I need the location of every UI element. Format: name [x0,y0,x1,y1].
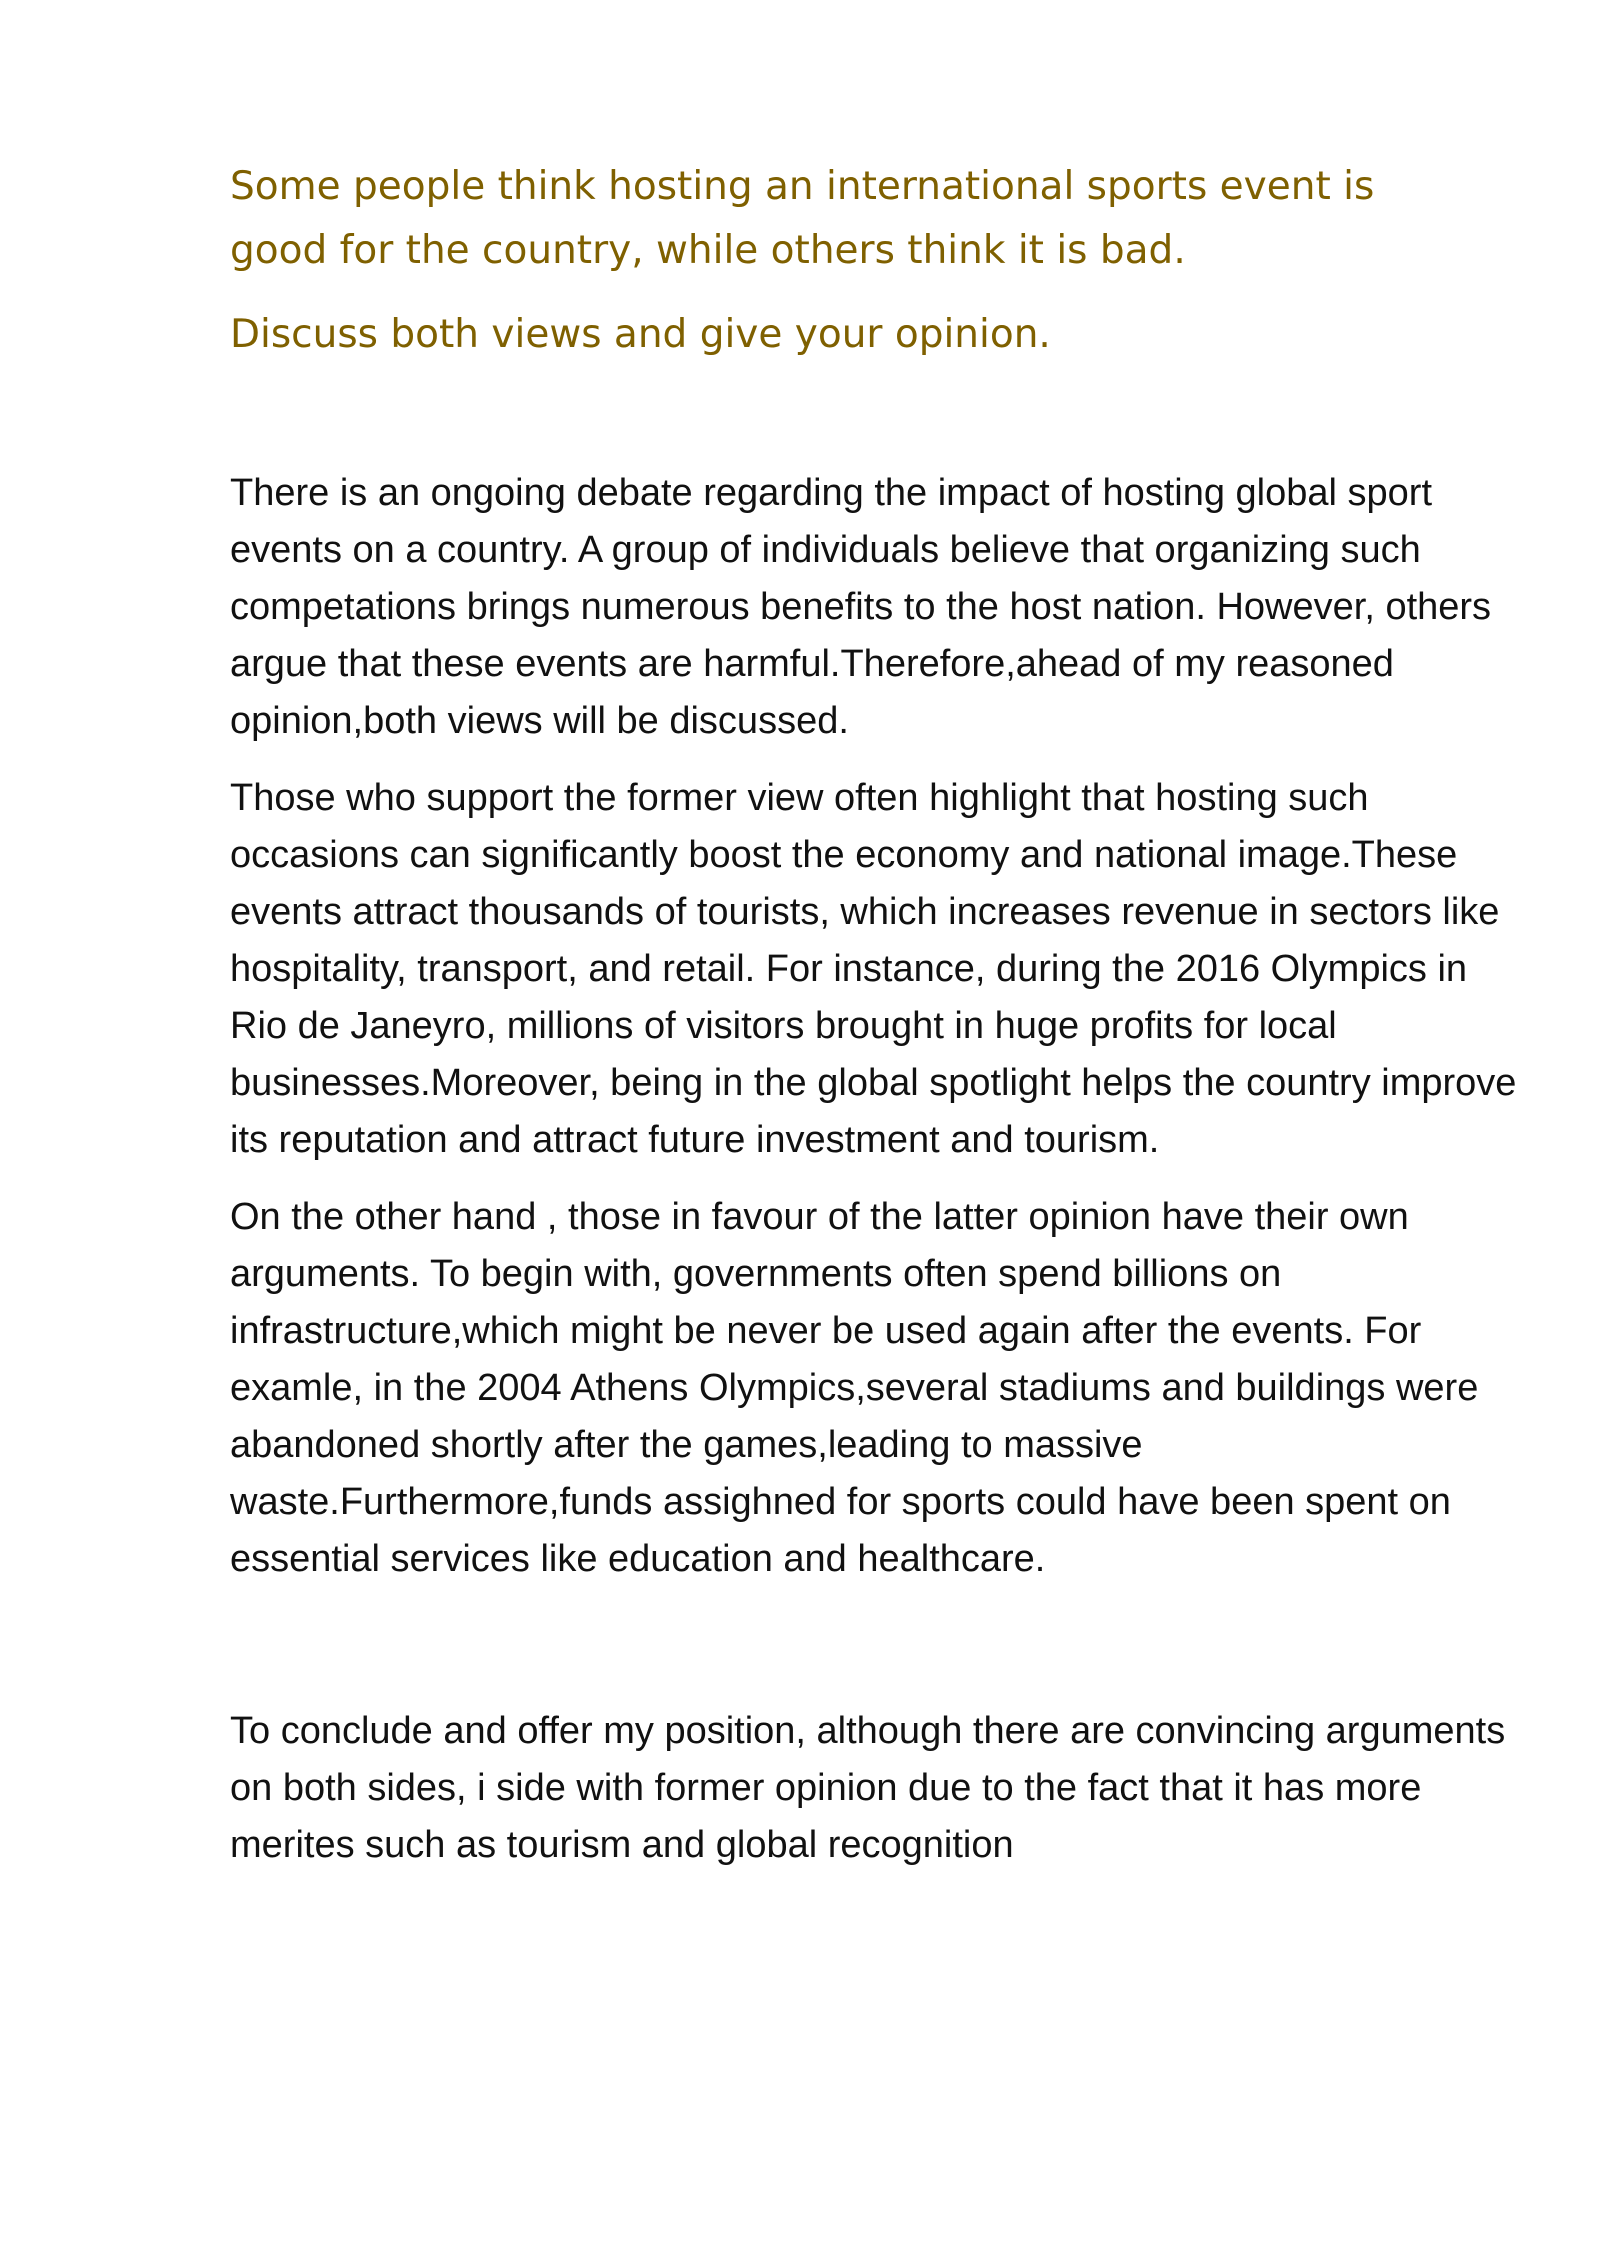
prompt-question: Discuss both views and give your opinion. [230,312,1051,357]
essay-paragraph-conclusion: To conclude and offer my position, although there are convincing arguments on both sides, i side with former opinion due to the fact that it has more merites such as tourism and global recognition [230,1710,1506,1866]
prompt-statement: Some people think hosting an international sports event is good for the country, while others think it is bad. [230,164,1375,273]
essay-paragraph-introduction: There is an ongoing debate regarding the impact of hosting global sport events on a country. A group of individuals believe that organizing such competations brings numerous benefits to the host nation. However, others argue that these events are harmful.Therefore,ahead of my reasoned opinion,both views will be discussed. [230,472,1492,742]
essay-paragraph-first-view: Those who support the former view often highlight that hosting such occasions can significantly boost the economy and national image.These events attract thousands of tourists, which increases revenue in sectors like hospitality, transport, and retail. For instance, during the 2016 Olympics in Rio de Janeyro, millions of visitors brought in huge profits for local businesses.Moreover, being in the global spotlight helps the country improve its reputation and attract future investment and tourism. [230,777,1517,1161]
essay-paragraph-second-view: On the other hand , those in favour of the latter opinion have their own arguments. To begin with, governments often spend billions on infrastructure,which might be never be used again after the events. For examle, in the 2004 Athens Olympics,several stadiums and buildings were abandoned shortly after the games,leading to massive waste.Furthermore,funds assighned for sports could have been spent on essential services like education and healthcare. [230,1196,1479,1580]
essay-body [230,465,1530,1894]
essay-prompt [230,155,1470,367]
